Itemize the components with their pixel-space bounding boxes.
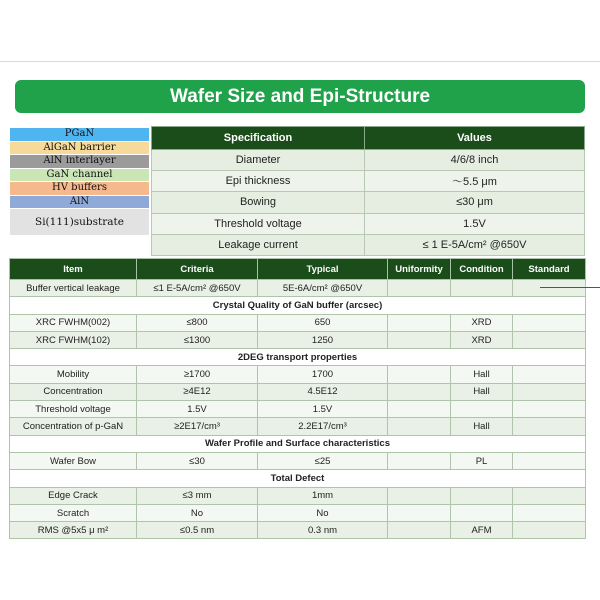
- table-row: [10, 487, 586, 504]
- spec-header-specification: Specification: [152, 127, 365, 150]
- table-cell: Mobility: [10, 366, 137, 383]
- table-cell: ≥2E17/cm³: [137, 418, 258, 435]
- header-item: Item: [10, 259, 137, 280]
- table-cell: ≤800: [137, 314, 258, 331]
- table-row: [10, 331, 586, 348]
- table-cell: XRC FWHM(002): [10, 314, 137, 331]
- spec-name-cell: Threshold voltage: [152, 213, 365, 234]
- table-cell: [388, 383, 451, 400]
- epi-layer: HV buffers: [10, 182, 149, 196]
- table-cell: [513, 487, 586, 504]
- table-cell: [451, 487, 513, 504]
- spec-row: [152, 192, 585, 213]
- table-cell: ≤3 mm: [137, 487, 258, 504]
- table-cell: ≤0.5 nm: [137, 522, 258, 539]
- table-cell: [388, 452, 451, 469]
- table-cell: [388, 487, 451, 504]
- table-cell: ≤1 E-5A/cm² @650V: [137, 280, 258, 297]
- table-cell: Edge Crack: [10, 487, 137, 504]
- table-cell: 1.5V: [258, 401, 388, 418]
- section-title: Crystal Quality of GaN buffer (arcsec): [10, 297, 586, 314]
- table-cell: No: [137, 504, 258, 521]
- table-row: [10, 280, 586, 297]
- table-row: [10, 504, 586, 521]
- table-row: [10, 452, 586, 469]
- header-condition: Condition: [451, 259, 513, 280]
- table-cell: [388, 418, 451, 435]
- epi-layer: AlN interlayer: [10, 155, 149, 169]
- top-blank-area: [0, 0, 600, 60]
- table-cell: [388, 331, 451, 348]
- table-cell: [388, 314, 451, 331]
- table-cell: RMS @5x5 μ m²: [10, 522, 137, 539]
- table-cell: ≤30: [137, 452, 258, 469]
- table-cell: PL: [451, 452, 513, 469]
- table-cell: [388, 504, 451, 521]
- table-cell: [513, 504, 586, 521]
- spec-row: [152, 213, 585, 234]
- spec-name-cell: Leakage current: [152, 234, 365, 255]
- section-row: [10, 349, 586, 366]
- table-row: [10, 418, 586, 435]
- spec-row: [152, 150, 585, 171]
- table-cell: 0.3 nm: [258, 522, 388, 539]
- table-cell: ≥1700: [137, 366, 258, 383]
- spec-name-cell: Diameter: [152, 150, 365, 171]
- table-cell: [513, 418, 586, 435]
- table-cell: Hall: [451, 366, 513, 383]
- table-cell: ≤25: [258, 452, 388, 469]
- table-cell: XRD: [451, 331, 513, 348]
- table-cell: [388, 522, 451, 539]
- section-title: 2DEG transport properties: [10, 349, 586, 366]
- table-cell: [513, 401, 586, 418]
- header-typical: Typical: [258, 259, 388, 280]
- table-cell: [451, 280, 513, 297]
- table-cell: XRD: [451, 314, 513, 331]
- epi-layer: PGaN: [10, 128, 149, 142]
- table-row: [10, 366, 586, 383]
- table-cell: 1250: [258, 331, 388, 348]
- table-cell: No: [258, 504, 388, 521]
- spec-row: [152, 171, 585, 192]
- table-cell: [451, 401, 513, 418]
- section-title: Wafer Profile and Surface characteristics: [10, 435, 586, 452]
- epi-layer: AlGaN barrier: [10, 142, 149, 156]
- table-cell: 1.5V: [137, 401, 258, 418]
- table-cell: Threshold voltage: [10, 401, 137, 418]
- table-cell: Buffer vertical leakage: [10, 280, 137, 297]
- table-row: [10, 401, 586, 418]
- divider-line: [0, 61, 600, 62]
- table-cell: [513, 314, 586, 331]
- spec-value-cell: ≤30 μm: [365, 192, 585, 213]
- properties-table: [9, 258, 586, 539]
- spec-value-cell: 4/6/8 inch: [365, 150, 585, 171]
- table-row: [10, 314, 586, 331]
- table-cell: Hall: [451, 418, 513, 435]
- table-cell: [388, 280, 451, 297]
- epi-layer: AlN: [10, 196, 149, 210]
- table-cell: ≤1300: [137, 331, 258, 348]
- epi-layer-stack: [10, 128, 149, 235]
- properties-header-row: [10, 259, 586, 280]
- table-cell: 5E-6A/cm² @650V: [258, 280, 388, 297]
- spec-value-cell: ≤ 1 E-5A/cm² @650V: [365, 234, 585, 255]
- table-cell: Concentration: [10, 383, 137, 400]
- table-cell: Concentration of p-GaN: [10, 418, 137, 435]
- section-row: [10, 435, 586, 452]
- spec-header-row: [152, 127, 585, 150]
- table-cell: AFM: [451, 522, 513, 539]
- spec-name-cell: Bowing: [152, 192, 365, 213]
- table-cell: [513, 366, 586, 383]
- spec-header-values: Values: [365, 127, 585, 150]
- table-cell: 1mm: [258, 487, 388, 504]
- table-cell: Scratch: [10, 504, 137, 521]
- header-standard: Standard: [513, 259, 586, 280]
- header-criteria: Criteria: [137, 259, 258, 280]
- table-cell: [513, 331, 586, 348]
- table-cell: XRC FWHM(102): [10, 331, 137, 348]
- table-cell: 1700: [258, 366, 388, 383]
- page-title-banner: [15, 80, 585, 113]
- spec-value-cell: 1.5V: [365, 213, 585, 234]
- table-cell: [388, 366, 451, 383]
- epi-layer: GaN channel: [10, 169, 149, 183]
- table-cell: 2.2E17/cm³: [258, 418, 388, 435]
- table-cell: Hall: [451, 383, 513, 400]
- spec-name-cell: Epi thickness: [152, 171, 365, 192]
- section-title: Total Defect: [10, 470, 586, 487]
- table-cell: 650: [258, 314, 388, 331]
- table-cell: [513, 280, 586, 297]
- table-cell: 4.5E12: [258, 383, 388, 400]
- spec-value-cell: ～5.5 μm: [365, 171, 585, 192]
- section-row: [10, 297, 586, 314]
- table-cell: [451, 504, 513, 521]
- table-cell: ≥4E12: [137, 383, 258, 400]
- table-cell: [513, 522, 586, 539]
- section-row: [10, 470, 586, 487]
- table-cell: [513, 383, 586, 400]
- page-title: Wafer Size and Epi-Structure: [169, 85, 431, 107]
- table-cell: [513, 452, 586, 469]
- header-uniformity: Uniformity: [388, 259, 451, 280]
- side-tick-line: [540, 287, 600, 288]
- spec-row: [152, 234, 585, 255]
- epi-layer: Si(111)substrate: [10, 209, 149, 235]
- table-cell: [388, 401, 451, 418]
- specification-table: [151, 126, 585, 256]
- table-cell: Wafer Bow: [10, 452, 137, 469]
- table-row: [10, 383, 586, 400]
- table-row: [10, 522, 586, 539]
